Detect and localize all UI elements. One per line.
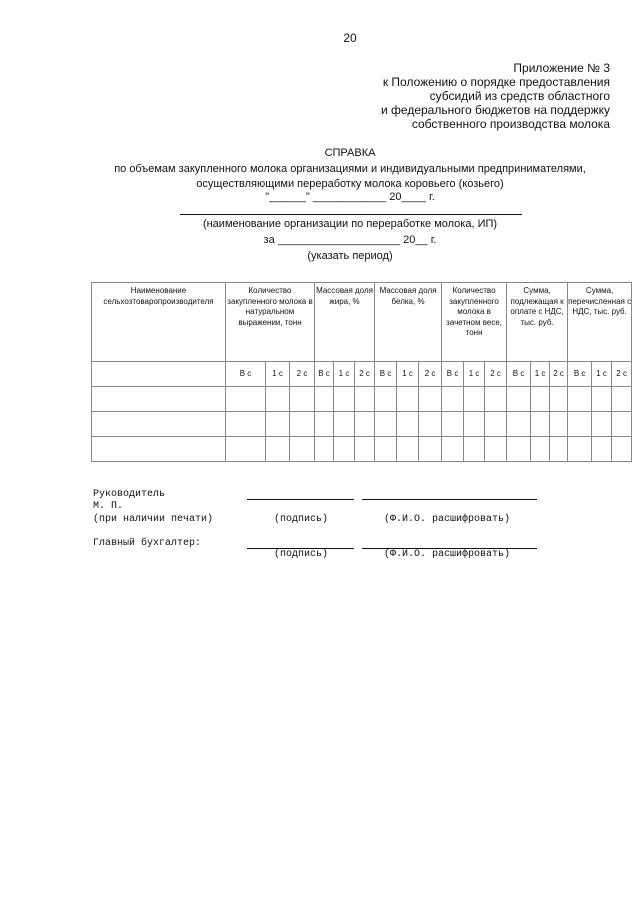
accountant-label: Главный бухгалтер: <box>93 538 202 549</box>
subheader-cell: 1 с <box>334 362 355 387</box>
table-cell[interactable] <box>290 412 315 437</box>
table-cell[interactable] <box>397 412 419 437</box>
subheader-cell: 1 с <box>397 362 419 387</box>
subheader-cell: В с <box>315 362 334 387</box>
table-cell[interactable] <box>266 387 290 412</box>
subtitle-line: по объемам закупленного молока организациями и индивидуальными предпринимателями, <box>114 163 586 175</box>
page-number: 20 <box>343 31 357 45</box>
column-header-fat: Массовая доля жира, % <box>315 283 375 362</box>
table-cell[interactable] <box>355 437 375 462</box>
subtitle-line: осуществляющими переработку молока коровьего (козьего) <box>196 177 504 190</box>
appendix-header <box>381 61 610 131</box>
column-header-volume-credited: Количество закупленного молока в зачетном весе, тонн <box>442 283 507 362</box>
subheader-cell: 2 с <box>485 362 507 387</box>
table-cell[interactable] <box>397 387 419 412</box>
head-signature-line <box>247 499 354 500</box>
appendix-line: субсидий из средств областного <box>429 89 610 103</box>
subheader-cell: 2 с <box>612 362 632 387</box>
accountant-signature-caption: (подпись) <box>274 549 329 560</box>
table-cell[interactable] <box>531 387 550 412</box>
appendix-line: и федерального бюджетов на поддержку <box>381 103 610 117</box>
table-cell[interactable] <box>315 437 334 462</box>
table-cell[interactable] <box>464 437 485 462</box>
period-line: за ____________________ 20__ г. <box>263 234 437 246</box>
table-cell[interactable] <box>92 437 226 462</box>
table-cell[interactable] <box>568 387 592 412</box>
table-cell[interactable] <box>226 437 266 462</box>
column-header-producer: Наименование сельхозтоваропроизводителя <box>92 283 226 362</box>
table-cell[interactable] <box>507 437 531 462</box>
organization-name-line <box>180 214 522 215</box>
subheader-cell: 1 с <box>592 362 612 387</box>
table-cell[interactable] <box>290 387 315 412</box>
table-cell[interactable] <box>334 437 355 462</box>
document-subtitle <box>0 162 640 191</box>
column-header-volume-natural: Количество закупленного молока в натуральном выражении, тонн <box>226 283 315 362</box>
table-cell[interactable] <box>419 387 442 412</box>
table-cell[interactable] <box>92 387 226 412</box>
subheader-cell: 1 с <box>531 362 550 387</box>
head-label: Руководитель <box>93 489 166 500</box>
table-cell[interactable] <box>507 387 531 412</box>
subheader-cell: 1 с <box>266 362 290 387</box>
table-cell[interactable] <box>92 412 226 437</box>
period-caption: (указать период) <box>307 250 393 262</box>
table-row <box>92 437 632 462</box>
table-cell[interactable] <box>266 437 290 462</box>
table-cell[interactable] <box>568 412 592 437</box>
table-cell[interactable] <box>226 387 266 412</box>
table-cell[interactable] <box>592 412 612 437</box>
table-cell[interactable] <box>375 387 397 412</box>
table-cell[interactable] <box>531 412 550 437</box>
table-cell[interactable] <box>550 412 568 437</box>
table-cell[interactable] <box>334 412 355 437</box>
column-header-protein: Массовая доля белка, % <box>375 283 442 362</box>
subheader-empty-cell <box>92 362 226 387</box>
table-row <box>92 412 632 437</box>
stamp-label: М. П. <box>93 501 124 512</box>
table-cell[interactable] <box>266 412 290 437</box>
table-header-row <box>92 283 632 362</box>
table-cell[interactable] <box>375 437 397 462</box>
subheader-cell: 2 с <box>419 362 442 387</box>
appendix-line: к Положению о порядке предоставления <box>382 75 610 89</box>
document-title: СПРАВКА <box>324 147 376 159</box>
column-header-sum-paid: Сумма, перечисленная с НДС, тыс. руб. <box>568 283 632 362</box>
stamp-note: (при наличии печати) <box>93 514 214 525</box>
table-cell[interactable] <box>485 412 507 437</box>
table-cell[interactable] <box>464 412 485 437</box>
table-cell[interactable] <box>464 387 485 412</box>
subheader-cell: В с <box>226 362 266 387</box>
table-cell[interactable] <box>485 437 507 462</box>
table-cell[interactable] <box>612 412 632 437</box>
table-cell[interactable] <box>485 387 507 412</box>
table-cell[interactable] <box>442 412 464 437</box>
table-cell[interactable] <box>550 387 568 412</box>
table-row <box>92 387 632 412</box>
table-cell[interactable] <box>419 412 442 437</box>
date-line: "______" ____________ 20____ г. <box>265 191 435 203</box>
table-cell[interactable] <box>507 412 531 437</box>
table-cell[interactable] <box>334 387 355 412</box>
table-cell[interactable] <box>568 437 592 462</box>
subheader-cell: В с <box>442 362 464 387</box>
organization-caption: (наименование организации по переработке молока, ИП) <box>202 218 498 230</box>
table-cell[interactable] <box>612 387 632 412</box>
subheader-cell: В с <box>375 362 397 387</box>
appendix-line: собственного производства молока <box>411 117 610 131</box>
subheader-cell: 2 с <box>550 362 568 387</box>
head-signature-caption: (подпись) <box>274 514 329 525</box>
subheader-cell: В с <box>507 362 531 387</box>
milk-volume-table <box>91 282 632 462</box>
subheader-cell: 2 с <box>290 362 315 387</box>
column-header-sum-to-pay: Сумма, подлежащая к оплате с НДС, тыс. руб. <box>507 283 568 362</box>
table-cell[interactable] <box>355 387 375 412</box>
table-cell[interactable] <box>397 437 419 462</box>
head-name-caption: (Ф.И.О. расшифровать) <box>384 514 511 525</box>
subheader-cell: 1 с <box>464 362 485 387</box>
table-cell[interactable] <box>592 387 612 412</box>
accountant-name-caption: (Ф.И.О. расшифровать) <box>384 549 511 560</box>
table-cell[interactable] <box>355 412 375 437</box>
table-cell[interactable] <box>550 437 568 462</box>
table-cell[interactable] <box>442 387 464 412</box>
table-cell[interactable] <box>315 387 334 412</box>
table-cell[interactable] <box>612 437 632 462</box>
head-name-line <box>362 499 537 500</box>
subheader-cell: 2 с <box>355 362 375 387</box>
table-subheader-row <box>92 362 632 387</box>
table-cell[interactable] <box>290 437 315 462</box>
table-cell[interactable] <box>531 437 550 462</box>
appendix-line: Приложение № 3 <box>513 61 610 75</box>
table-cell[interactable] <box>375 412 397 437</box>
table-cell[interactable] <box>419 437 442 462</box>
table-cell[interactable] <box>442 437 464 462</box>
table-cell[interactable] <box>592 437 612 462</box>
table-cell[interactable] <box>315 412 334 437</box>
subheader-cell: В с <box>568 362 592 387</box>
table-cell[interactable] <box>226 412 266 437</box>
